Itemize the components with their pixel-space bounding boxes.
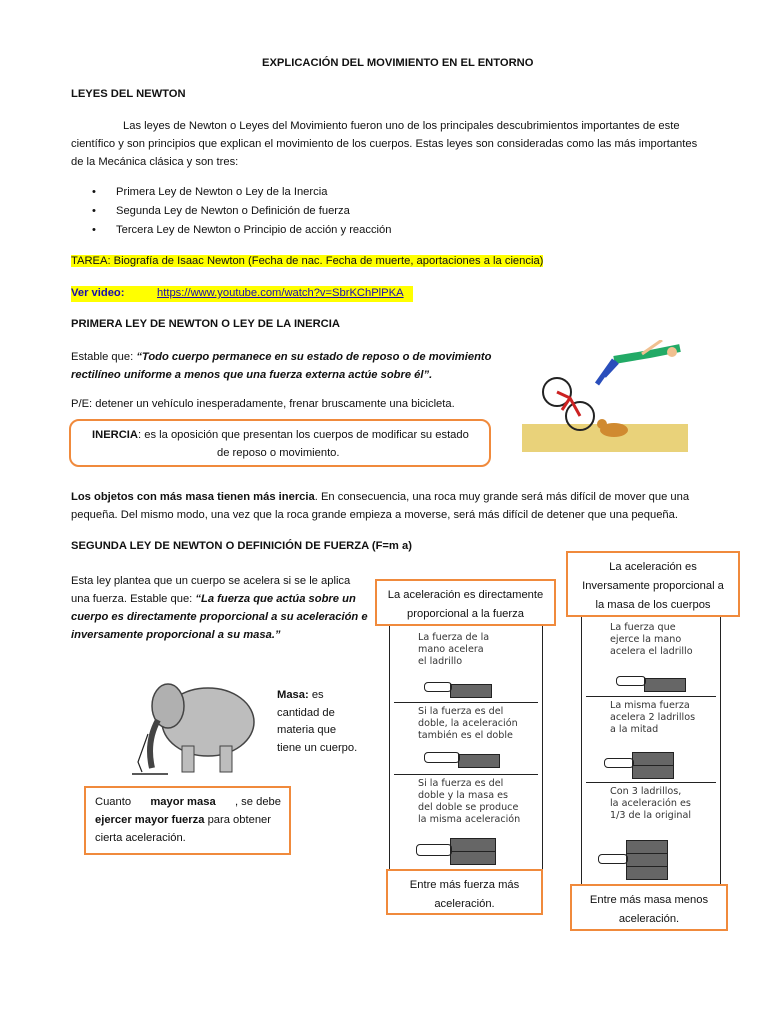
bicycle-fall-illustration: [522, 340, 688, 452]
intro-line-2: científico y son principios que explican el movimiento de los cuerpos. Estas leyes son consideradas como las más importantes: [71, 138, 698, 150]
box-more-mass-line-2: aceleración.: [618, 913, 680, 925]
box-inverse-line-2: Inversamente proporcional a: [582, 580, 724, 592]
hand-icon: [424, 752, 460, 763]
intro-line-3: de la Mecánica clásica y son tres:: [71, 156, 239, 168]
tarea-text: TAREA: Biografía de Isaac Newton (Fecha de nac. Fecha de muerte, aportaciones a la ciencia): [71, 255, 544, 267]
comic-line: también es el doble: [418, 730, 513, 741]
comic-line: La fuerza que: [610, 622, 676, 633]
elephant-illustration: [128, 672, 268, 780]
states-prefix: Estable que:: [71, 351, 137, 363]
elephant-drawing: [128, 672, 268, 780]
comic-line: Si la fuerza es del: [418, 778, 504, 789]
comic-line: a la mitad: [610, 724, 659, 735]
hand-icon: [416, 844, 452, 856]
second-law-quote-b: cuerpo es directamente proporcional a su aceleración e: [71, 611, 368, 623]
brick: [450, 684, 492, 698]
brick: [626, 866, 668, 880]
comic-line: Si la fuerza es del: [418, 706, 504, 717]
cuanto-line-3: cierta aceleración.: [95, 832, 186, 844]
comic-panel: [586, 618, 716, 697]
brick: [632, 765, 674, 779]
second-law-line-1: Esta ley plantea que un cuerpo se acelera si se le aplica: [71, 575, 351, 587]
video-label: Ver video:: [71, 287, 125, 299]
page-title: EXPLICACIÓN DEL MOVIMIENTO EN EL ENTORNO: [262, 57, 534, 69]
inercia-term: INERCIA: [92, 429, 138, 441]
hand-icon: [424, 682, 452, 692]
inercia-box: [69, 419, 491, 467]
comic-line: 1/3 de la original: [610, 810, 691, 821]
comic-panel: [394, 774, 538, 870]
comic-strip-mass: [581, 612, 721, 884]
brick: [626, 853, 668, 867]
video-link[interactable]: https://www.youtube.com/watch?v=SbrKChPlPKA: [157, 287, 404, 299]
comic-line: el ladrillo: [418, 656, 463, 667]
brick: [626, 840, 668, 854]
second-law-line-2-prefix: una fuerza. Estable que:: [71, 593, 196, 605]
cuanto-word: Cuanto: [95, 796, 132, 808]
masa-def-2: cantidad de: [277, 706, 335, 719]
brick: [450, 851, 496, 865]
list-item: • Tercera Ley de Newton o Principio de acción y reacción: [92, 221, 391, 240]
comic-line: doble, la aceleración: [418, 718, 518, 729]
first-law-heading: PRIMERA LEY DE NEWTON O LEY DE LA INERCIA: [71, 318, 340, 330]
comic-line: la aceleración es: [610, 798, 691, 809]
cuanto-obtener: para obtener: [207, 814, 272, 826]
comic-panel: [394, 628, 538, 703]
first-law-example: P/E: detener un vehículo inesperadamente, frenar bruscamente una bicicleta.: [71, 398, 455, 410]
box-direct-line-1: La aceleración es directamente: [387, 589, 544, 601]
comic-line: mano acelera: [418, 644, 484, 655]
comic-text: [610, 786, 691, 822]
comic-line: del doble se produce: [418, 802, 519, 813]
second-law-heading: SEGUNDA LEY DE NEWTON O DEFINICIÓN DE FUERZA (F=m a): [71, 540, 412, 552]
inercia-text: : es la oposición que presentan los cuerpos de modificar su estado: [138, 429, 469, 441]
comic-text: [418, 632, 489, 668]
first-law-quote-1: “Todo cuerpo permanece en su estado de reposo o de movimiento: [136, 351, 492, 363]
inercia-line-1: [92, 429, 469, 441]
brick: [450, 838, 496, 852]
comic-panel: [394, 702, 538, 775]
cuanto-line-2: [95, 814, 271, 826]
hand-icon: [598, 854, 628, 864]
masa-def-3: materia que: [277, 724, 337, 736]
comic-line: La misma fuerza: [610, 700, 690, 711]
box-more-force: [386, 869, 543, 915]
hand-icon: [616, 676, 646, 686]
first-law-quote-2: rectilíneo uniforme a menos que una fuerza externa actúe sobre él”.: [71, 369, 433, 381]
brick: [644, 678, 686, 692]
mass-para-text: . En consecuencia, una roca muy grande será más difícil de mover que una: [314, 491, 690, 503]
second-law-quote-a: “La fuerza que actúa sobre un: [195, 593, 356, 605]
intro-line-1: Las leyes de Newton o Leyes del Movimiento fueron uno de los principales descubrimientos importantes de este: [123, 120, 680, 132]
second-law-text: [71, 572, 371, 644]
list-item: • Primera Ley de Newton o Ley de la Inercia: [92, 183, 391, 202]
comic-line: Con 3 ladrillos,: [610, 786, 682, 797]
comic-text: [610, 622, 693, 658]
comic-text: [418, 778, 520, 826]
comic-text: [418, 706, 518, 742]
first-law-statement: [71, 348, 501, 384]
inercia-line-2: de reposo o movimiento.: [217, 447, 340, 459]
comic-panel: [586, 782, 716, 882]
mass-para-line-2: pequeña. Del mismo modo, una vez que la roca grande empieza a moverse, será más difícil de detener que una pequeña.: [71, 509, 678, 521]
box-more-force-line-1: Entre más fuerza más: [409, 879, 520, 891]
box-inverse-line-1: La aceleración es: [609, 561, 697, 573]
box-inverse-line-3: la masa de los cuerpos: [595, 599, 711, 611]
masa-definition: [277, 687, 357, 757]
comic-line: ejerce la mano: [610, 634, 682, 645]
comic-line: la misma aceleración: [418, 814, 521, 825]
box-more-force-line-2: aceleración.: [434, 898, 495, 910]
comic-panel: [586, 696, 716, 783]
cuanto-se-debe: , se debe: [234, 796, 281, 808]
comic-line: La fuerza de la: [418, 632, 490, 643]
cuanto-line-1: [95, 796, 281, 808]
mass-para-line-1: [71, 491, 689, 503]
list-item: • Segunda Ley de Newton o Definición de fuerza: [92, 202, 391, 221]
comic-line: acelera el ladrillo: [610, 646, 693, 657]
comic-strip-force: [389, 622, 543, 872]
laws-list: [92, 183, 391, 240]
box-direct-line-2: proporcional a la fuerza: [407, 608, 524, 620]
cuanto-mayor-masa: mayor masa: [150, 796, 216, 808]
section-heading-leyes: LEYES DEL NEWTON: [71, 88, 186, 100]
cuanto-ejercer: ejercer mayor fuerza: [95, 814, 205, 826]
second-law-quote-c: inversamente proporcional a su masa.”: [71, 629, 281, 641]
box-direct-proportional: [375, 579, 556, 626]
comic-line: doble y la masa es: [418, 790, 509, 801]
masa-term: Masa:: [277, 689, 309, 701]
box-inverse-proportional: [566, 551, 740, 617]
hand-icon: [604, 758, 634, 768]
comic-line: acelera 2 ladrillos: [610, 712, 696, 723]
box-more-mass: [570, 884, 728, 931]
masa-def-1: es: [311, 689, 324, 701]
box-more-mass-line-1: Entre más masa menos: [589, 894, 709, 906]
comic-text: [610, 700, 695, 736]
brick: [632, 752, 674, 766]
mass-para-bold: Los objetos con más masa tienen más inercia: [71, 491, 315, 503]
bicycle-fall-drawing: [522, 340, 688, 452]
brick: [458, 754, 500, 768]
masa-def-4: tiene un cuerpo.: [277, 741, 358, 754]
